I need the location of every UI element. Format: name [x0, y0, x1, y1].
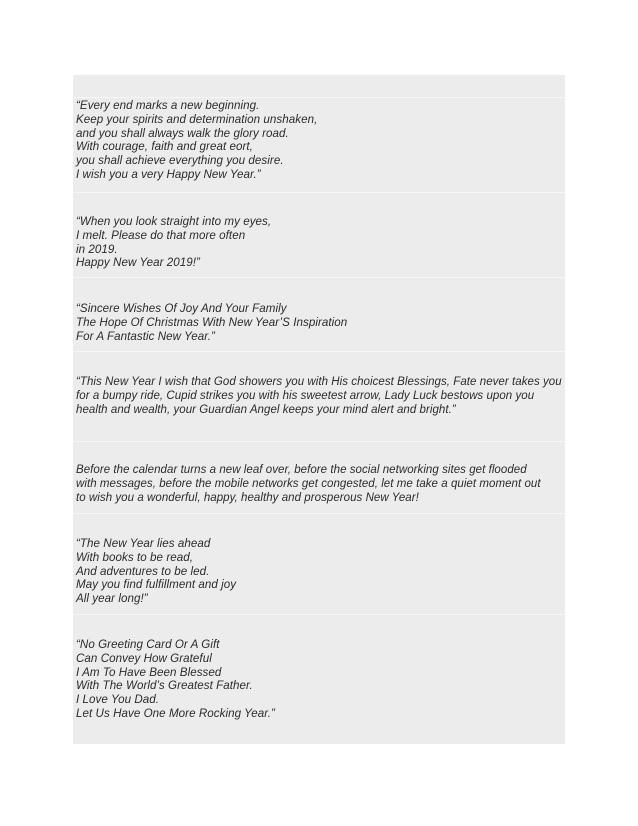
divider	[73, 441, 565, 442]
quote-calendar-new-leaf: Before the calendar turns a new leaf over, before the social networking sites get flooded with messages, before the mobile networks get congested, let me take a quiet moment out to wish you a wonderful, happy, healthy and prosperous New Year!	[76, 464, 541, 505]
quote-new-year-lies-ahead: “The New Year lies ahead With books to be read, And adventures to be led. May you find fulfillment and joy All year long!”	[76, 537, 237, 606]
divider	[73, 513, 565, 514]
quote-greatest-father: “No Greeting Card Or A Gift Can Convey How Grateful I Am To Have Been Blessed With The World’s Greatest Father. I Love You Dad. Let Us Have One More Rocking Year.”	[76, 638, 275, 720]
quote-look-into-my-eyes: “When you look straight into my eyes, I melt. Please do that more often in 2019. Happy New Year 2019!”	[76, 215, 272, 270]
quote-sincere-wishes: “Sincere Wishes Of Joy And Your Family The Hope Of Christmas With New Year’S Inspiration For A Fantastic New Year.”	[76, 302, 348, 343]
divider	[73, 97, 565, 98]
divider	[73, 277, 565, 278]
quote-god-showers-blessings: “This New Year I wish that God showers you with His choicest Blessings, Fate never takes you for a bumpy ride, Cupid strikes you with his sweetest arrow, Lady Luck bestows upon you health and wealth, your Guardian Angel keeps your mind alert and bright.”	[76, 376, 562, 417]
divider	[73, 351, 565, 352]
quote-new-beginning: “Every end marks a new beginning. Keep your spirits and determination unshaken, and you shall always walk the glory road. With courage, faith and great eort, you shall achieve everything you desire. I wish you a very Happy New Year.”	[76, 99, 318, 181]
divider	[73, 192, 565, 193]
divider	[73, 614, 565, 615]
